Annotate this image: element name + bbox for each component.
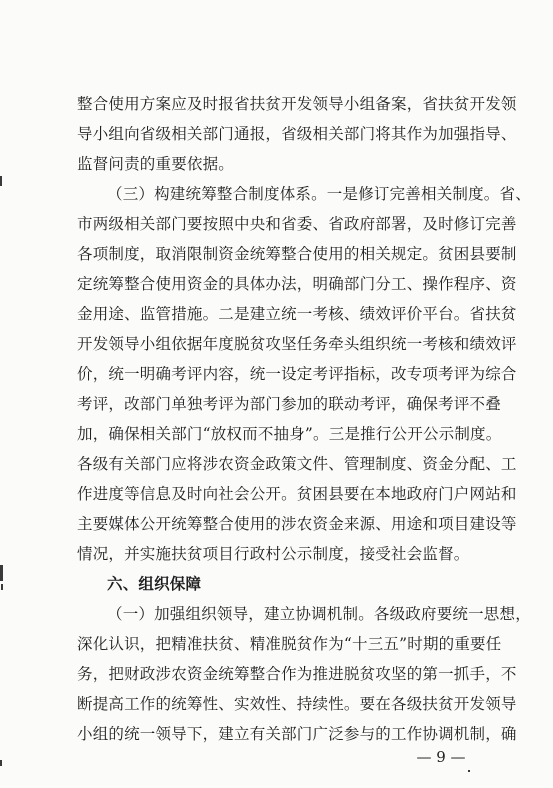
body-text-line: 定统筹整合使用资金的具体办法，明确部门分工、操作程序、资 <box>77 275 517 293</box>
body-text-line: 价，统一明确考评内容，统一设定考评指标，改专项考评为综合 <box>77 365 517 383</box>
scan-mark <box>0 760 2 766</box>
body-text-line: 考评，改部门单独考评为部门参加的联动考评，确保考评不叠 <box>77 395 501 413</box>
scan-mark <box>1 584 3 590</box>
body-text-line: 开发领导小组依据年度脱贫攻坚任务牵头组织统一考核和绩效评 <box>77 335 517 353</box>
body-text-line: 导小组向省级相关部门通报，省级相关部门将其作为加强指导、 <box>77 125 517 143</box>
body-text-line: 监督问责的重要依据。 <box>77 155 235 173</box>
body-text-line: 整合使用方案应及时报省扶贫开发领导小组备案，省扶贫开发领 <box>77 95 517 113</box>
body-text-line: 小组的统一领导下，建立有关部门广泛参与的工作协调机制，确 <box>77 725 517 743</box>
body-text-line: 金用途、监管措施。二是建立统一考核、绩效评价平台。省扶贫 <box>77 305 517 323</box>
scan-mark <box>0 176 2 186</box>
section-heading: 六、组织保障 <box>107 575 202 593</box>
body-text-line: 断提高工作的统筹性、实效性、持续性。要在各级扶贫开发领导 <box>77 695 517 713</box>
scan-mark <box>468 770 470 772</box>
body-text-line: 加，确保相关部门“放权而不抽身”。三是推行公开公示制度。 <box>77 425 502 443</box>
body-text-line: 各项制度，取消限制资金统筹整合使用的相关规定。贫困县要制 <box>77 245 517 263</box>
scan-mark <box>0 565 3 581</box>
body-text-line: 深化认识，把精准扶贫、精准脱贫作为“十三五”时期的重要任 <box>77 635 502 653</box>
body-text-line: 各级有关部门应将涉农资金政策文件、管理制度、资金分配、工 <box>77 455 517 473</box>
body-text-line: （三）构建统筹整合制度体系。一是修订完善相关制度。省、 <box>107 185 531 203</box>
body-text-line: 作进度等信息及时向社会公开。贫困县要在本地政府门户网站和 <box>77 485 517 503</box>
body-text-line: 主要媒体公开统筹整合使用的涉农资金来源、用途和项目建设等 <box>77 515 517 533</box>
page-number: — 9 — <box>416 748 466 766</box>
body-text-line: （一）加强组织领导，建立协调机制。各级政府要统一思想， <box>107 605 531 623</box>
body-text-line: 情况，并实施扶贫项目行政村公示制度，接受社会监督。 <box>77 545 470 563</box>
body-text-line: 市两级相关部门要按照中央和省委、省政府部署，及时修订完善 <box>77 215 517 233</box>
body-text-line: 务，把财政涉农资金统筹整合作为推进脱贫攻坚的第一抓手，不 <box>77 665 517 683</box>
